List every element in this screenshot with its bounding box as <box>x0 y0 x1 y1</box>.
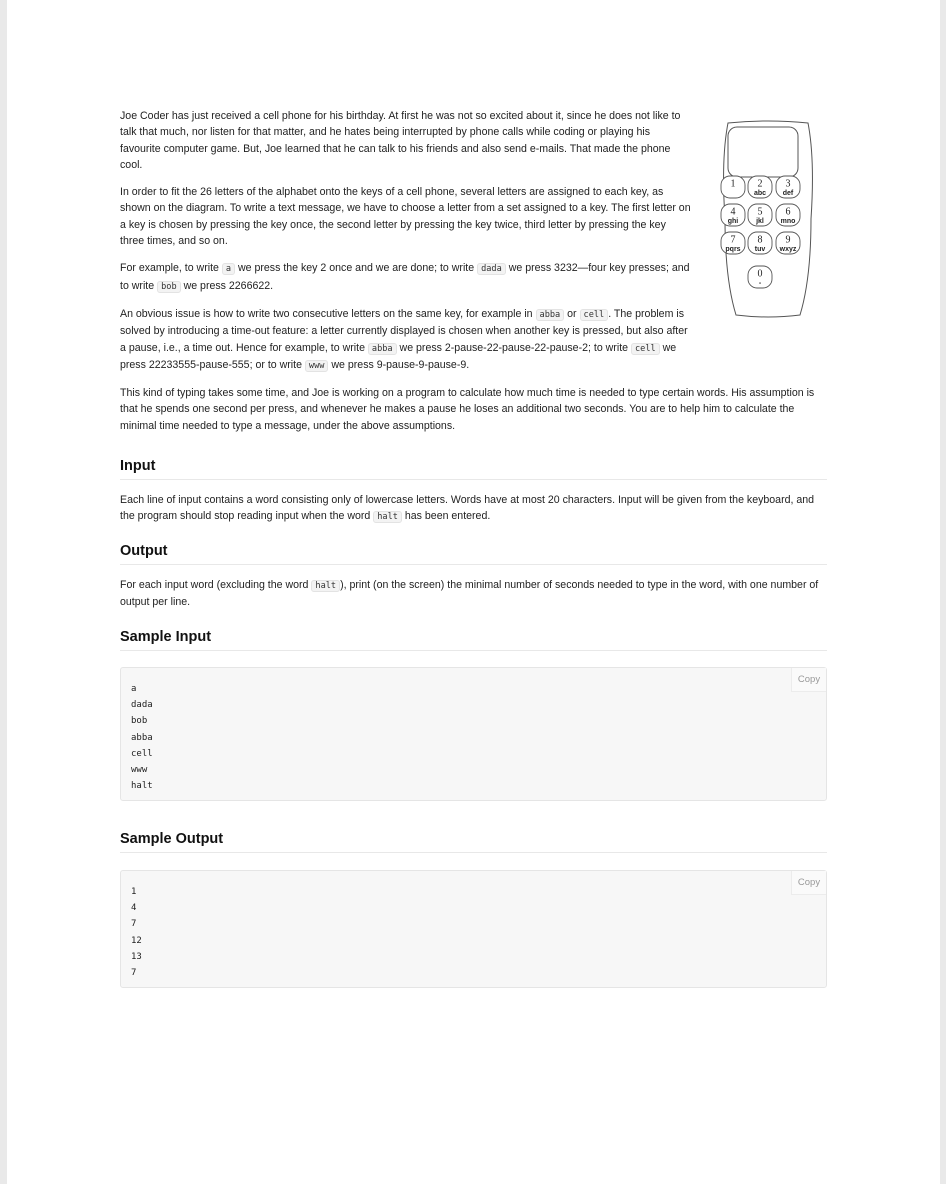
key-letters: - <box>758 280 762 287</box>
code-line: cell <box>131 748 153 759</box>
page-edge-right <box>940 0 946 1184</box>
copy-button[interactable]: Copy <box>791 668 826 692</box>
key-digit: 4 <box>730 206 736 218</box>
key-digit: 5 <box>757 206 763 218</box>
text-span: For each input word (excluding the word <box>120 579 312 591</box>
text-span: ), print (on the screen) the minimal number of seconds needed to type in the word, with one number of output per line. <box>120 579 819 609</box>
key-digit: 2 <box>757 178 763 190</box>
key-letters: abc <box>753 190 767 197</box>
intro-paragraph-1: Joe Coder has just received a cell phone for his birthday. At first he was not so excited about it, since he does not like to talk that much, nor listen for that matter, and he hates being interrupted by phone calls while coding or playing his favourite computer game. But, Joe learned that he can talk to his friends and also send e-mails. That made the phone cool. <box>120 110 681 171</box>
output-heading: Output <box>120 543 827 565</box>
output-section <box>120 543 827 622</box>
keypad-key-0 <box>748 266 772 288</box>
copy-button[interactable]: Copy <box>791 871 826 895</box>
key-letters: tuv <box>754 246 766 253</box>
key-letters: mno <box>780 218 796 225</box>
keypad-key-7 <box>721 232 745 254</box>
key-letters: pqrs <box>725 246 741 253</box>
sample-output-lines <box>131 884 142 981</box>
text-span: we press 3232—four key presses; and to write <box>120 262 690 292</box>
inline-code: halt <box>311 580 340 592</box>
inline-code: cell <box>631 343 660 355</box>
keypad-key-1 <box>721 176 745 198</box>
key-digit: 8 <box>757 234 763 246</box>
code-line: abba <box>131 732 153 743</box>
sample-input-heading: Sample Input <box>120 629 827 651</box>
sample-output-section <box>120 831 827 853</box>
input-heading: Input <box>120 458 827 480</box>
key-letters: def <box>782 190 794 197</box>
intro-paragraph-2: In order to fit the 26 letters of the alphabet onto the keys of a cell phone, several letters are assigned to each key, as shown on the diagram. To write a text message, we have to choose a letter from a set assigned to a key. The first letter on a key is chosen by pressing the key once, the second letter by pressing the key twice, third letter by pressing the key three times, and so on. <box>120 186 691 248</box>
sample-input-section <box>120 629 827 651</box>
inline-code: abba <box>536 309 565 321</box>
keypad-key-3 <box>776 176 800 198</box>
text-span: we press 2266622. <box>180 279 274 292</box>
input-description <box>120 492 827 526</box>
key-digit: 7 <box>730 234 736 246</box>
text-span: Each line of input contains a word consisting only of lowercase letters. Words have at most 20 characters. Input will be given from the keyboard, and the program should stop reading input when the word <box>120 494 815 523</box>
keypad-key-4 <box>721 204 745 226</box>
text-span: we press 2-pause-22-pause-22-pause-2; to write <box>396 341 631 354</box>
sample-output-heading: Sample Output <box>120 831 827 853</box>
inline-code: www <box>305 360 329 372</box>
input-section <box>120 458 827 537</box>
code-line: a <box>131 684 137 694</box>
code-line: dada <box>131 700 153 711</box>
code-line: bob <box>131 716 148 727</box>
text-span: An obvious issue is how to write two consecutive letters on the same key, for example in <box>120 307 536 320</box>
text-span: . The problem is solved by introducing a time-out feature: a letter currently displayed is chosen when another key is pressed, but also after a pause, i.e., a time out. Hence for example, to write <box>120 307 688 354</box>
key-digit: 9 <box>785 234 791 246</box>
text-span: we press 9-pause-9-pause-9. <box>328 358 470 371</box>
keypad-key-6 <box>776 204 800 226</box>
key-letters: wxyz <box>779 246 797 253</box>
code-line: 4 <box>131 903 137 914</box>
keypad-key-2 <box>748 176 772 198</box>
sample-output-block <box>120 870 827 988</box>
text-span: or <box>564 307 580 320</box>
code-line: 1 <box>131 887 137 897</box>
inline-code: bob <box>157 281 181 293</box>
sample-input-lines <box>131 681 153 794</box>
text-span: we press the key 2 once and we are done; to write <box>235 262 478 275</box>
keypad-key-8 <box>748 232 772 254</box>
text-span: we press 22233555-pause-555; or to write <box>120 341 677 371</box>
code-line: 12 <box>131 935 142 946</box>
inline-code: halt <box>373 511 402 523</box>
code-line: 13 <box>131 951 142 962</box>
output-description <box>120 577 827 611</box>
key-digit: 1 <box>730 178 736 190</box>
code-line: www <box>131 764 148 775</box>
inline-code: cell <box>580 309 609 321</box>
inline-code: dada <box>477 263 506 275</box>
keypad-key-5 <box>748 204 772 226</box>
intro-paragraph-5: This kind of typing takes some time, and Joe is working on a program to calculate how much time is needed to type certain words. His assumption is that he spends one second per press, and whenever he makes a pause he loses an additional two seconds. You are to help him to calculate the minimal time needed to type a message, under the above assumptions. <box>120 387 815 432</box>
keypad-key-9 <box>776 232 800 254</box>
inline-code: a <box>222 263 235 275</box>
key-digit: 6 <box>785 206 791 218</box>
intro-paragraph-3 <box>120 260 692 295</box>
key-digit: 0 <box>757 268 763 280</box>
key-letters: jkl <box>756 218 764 225</box>
page-edge-left <box>0 0 7 1184</box>
phone-keypad-diagram <box>718 119 818 321</box>
key-digit: 3 <box>785 178 791 190</box>
text-span: For example, to write <box>120 262 222 275</box>
code-line: 7 <box>131 919 137 930</box>
inline-code: abba <box>368 343 397 355</box>
sample-input-block <box>120 667 827 801</box>
text-span: has been entered. <box>401 510 491 523</box>
key-letters: ghi <box>727 218 739 225</box>
code-line: halt <box>131 781 153 792</box>
code-line: 7 <box>131 967 137 978</box>
intro-paragraph-4 <box>120 306 692 374</box>
